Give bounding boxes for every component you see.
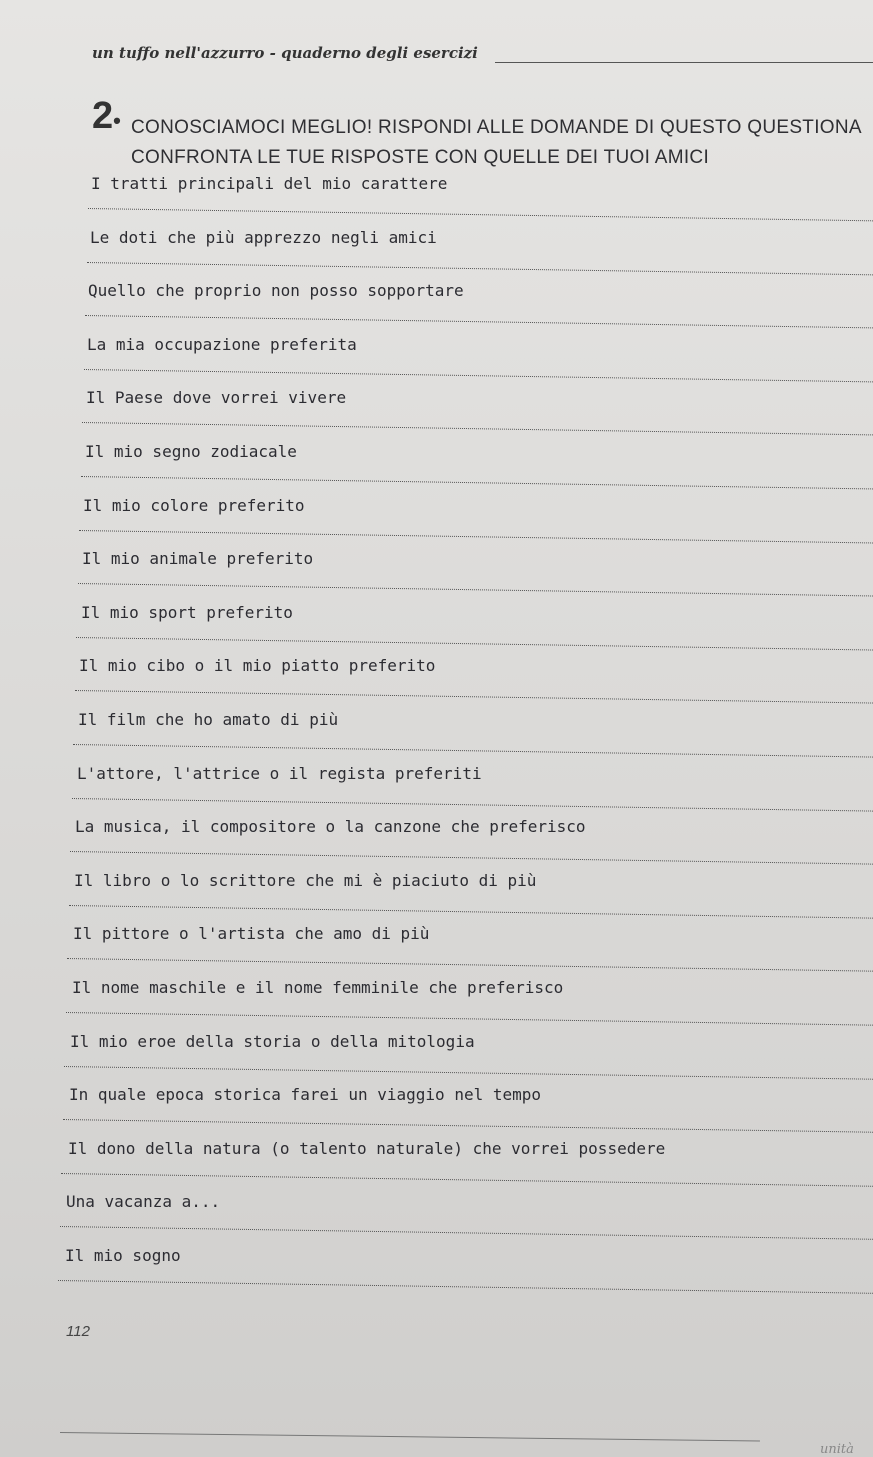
question-label: Il dono della natura (o talento naturale) che vorrei possedere [68,1138,666,1158]
question-row [0,924,873,978]
answer-line[interactable] [70,851,873,865]
question-row [0,281,873,335]
question-label: Una vacanza a... [66,1192,221,1212]
question-row [0,656,873,710]
question-row [0,1032,873,1086]
question-row [0,710,873,764]
answer-line[interactable] [69,905,873,919]
question-label: Il mio eroe della storia o della mitologia [70,1031,475,1051]
answer-line[interactable] [81,476,873,489]
bottom-rule [60,1432,760,1442]
question-row [0,442,873,496]
question-row [0,1192,873,1246]
question-row [0,978,873,1032]
question-row [0,1246,873,1300]
question-label: Il libro o lo scrittore che mi è piaciuto di più [74,870,537,890]
answer-line[interactable] [87,262,873,275]
answer-line[interactable] [88,208,873,221]
answer-line[interactable] [75,690,873,704]
answer-line[interactable] [73,744,873,758]
question-label: Il mio cibo o il mio piatto preferito [79,656,436,676]
answer-line[interactable] [63,1119,873,1133]
question-label: Il mio sport preferito [81,602,293,622]
answer-line[interactable] [67,958,873,972]
answer-line[interactable] [82,422,873,435]
answer-line[interactable] [79,530,873,543]
question-row [0,1085,873,1139]
exercise-title-line2: CONFRONTA LE TUE RISPOSTE CON QUELLE DEI TUOI AMICI [131,147,710,168]
question-label: In quale epoca storica farei un viaggio nel tempo [69,1085,542,1105]
question-row [0,388,873,442]
answer-line[interactable] [72,798,873,812]
question-row [0,174,873,228]
question-label: Il pittore o l'artista che amo di più [73,924,430,944]
book-header: un tuffo nell'azzurro - quaderno degli esercizi [92,44,478,62]
question-row [0,817,873,871]
question-label: Il mio colore preferito [83,495,305,515]
question-row [0,496,873,550]
question-row [0,228,873,282]
corner-label: unità [820,1442,854,1457]
answer-line[interactable] [84,369,873,382]
question-label: Il mio animale preferito [82,549,314,569]
answer-line[interactable] [78,583,873,596]
page-number: 112 [66,1323,90,1340]
question-label: Le doti che più apprezzo negli amici [90,227,437,247]
question-row [0,335,873,389]
answer-line[interactable] [58,1280,873,1294]
question-row [0,1139,873,1193]
question-label: Il mio sogno [65,1246,181,1265]
answer-line[interactable] [64,1066,873,1080]
question-label: La musica, il compositore o la canzone che preferisco [75,817,586,837]
question-label: Il film che ho amato di più [78,710,339,729]
question-row [0,603,873,657]
answer-line[interactable] [61,1173,873,1187]
question-label: Il mio segno zodiacale [85,442,297,461]
question-label: I tratti principali del mio carattere [91,174,448,193]
answer-line[interactable] [76,637,873,651]
question-row [0,764,873,818]
exercise-number: 2• [92,95,121,137]
question-label: Il nome maschile e il nome femminile che preferisco [72,978,564,997]
question-label: Quello che proprio non posso sopportare [88,281,464,301]
question-label: Il Paese dove vorrei vivere [86,388,347,408]
header-rule [495,62,873,63]
exercise-title-line1: CONOSCIAMOCI MEGLIO! RISPONDI ALLE DOMANDE DI QUESTO QUESTIONA [131,117,862,138]
exercise-number-value: 2 [92,95,114,137]
answer-line[interactable] [66,1012,873,1026]
answer-line[interactable] [60,1226,873,1240]
question-label: La mia occupazione preferita [87,334,357,354]
question-row [0,549,873,603]
question-label: L'attore, l'attrice o il regista preferiti [77,763,482,783]
answer-line[interactable] [85,315,873,328]
question-row [0,871,873,925]
